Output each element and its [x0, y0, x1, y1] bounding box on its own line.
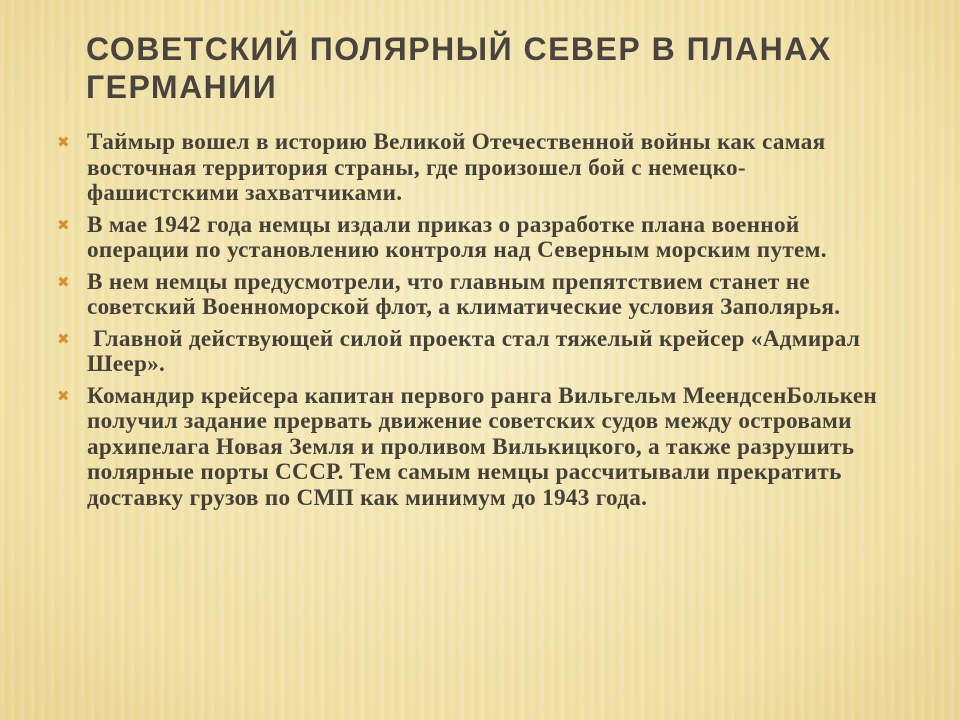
bullet-text: В нем немцы предусмотрели, что главным препятствием станет не советский Военноморской флот, а климатические условия Заполярья.: [87, 268, 841, 320]
cross-bullet-icon: ✖: [57, 272, 70, 291]
cross-bullet-icon: ✖: [57, 386, 70, 405]
bullet-item: [56, 327, 896, 378]
cross-bullet-icon: ✖: [57, 133, 70, 151]
bullet-item: [56, 384, 896, 512]
cross-bullet-icon: ✖: [57, 329, 70, 348]
bullet-item: [56, 130, 896, 207]
bullet-text: В мае 1942 года немцы издали приказ о разработке плана военной операции по установлению контроля над Северным морским путем.: [87, 211, 827, 263]
bullet-item: [56, 270, 896, 321]
bullet-text: Командир крейсера капитан первого ранга Вильгельм МеендсенБолькен получил задание прервать движение советских судов между островами архипелага Новая Земля и проливом Вилькицкого, а также разрушить полярные порты СССР. Тем самым немцы рассчитывали прекратить доставку грузов по СМП как минимум до 1943 года.: [87, 382, 878, 511]
bullet-text: Главной действующей силой проекта стал тяжелый крейсер «Адмирал Шеер».: [87, 325, 867, 377]
bullet-list: [56, 130, 896, 517]
title-accent-line: [66, 34, 69, 100]
slide-title: СОВЕТСКИЙ ПОЛЯРНЫЙ СЕВЕР В ПЛАНАХ ГЕРМАНИИ: [86, 31, 832, 105]
bullet-text: Таймыр вошел в историю Великой Отечественной войны как самая восточная территория страны, где произошел бой с немецко-фашистскими захватчиками.: [87, 129, 826, 206]
cross-bullet-icon: ✖: [57, 215, 70, 234]
bullet-item: [56, 213, 896, 264]
